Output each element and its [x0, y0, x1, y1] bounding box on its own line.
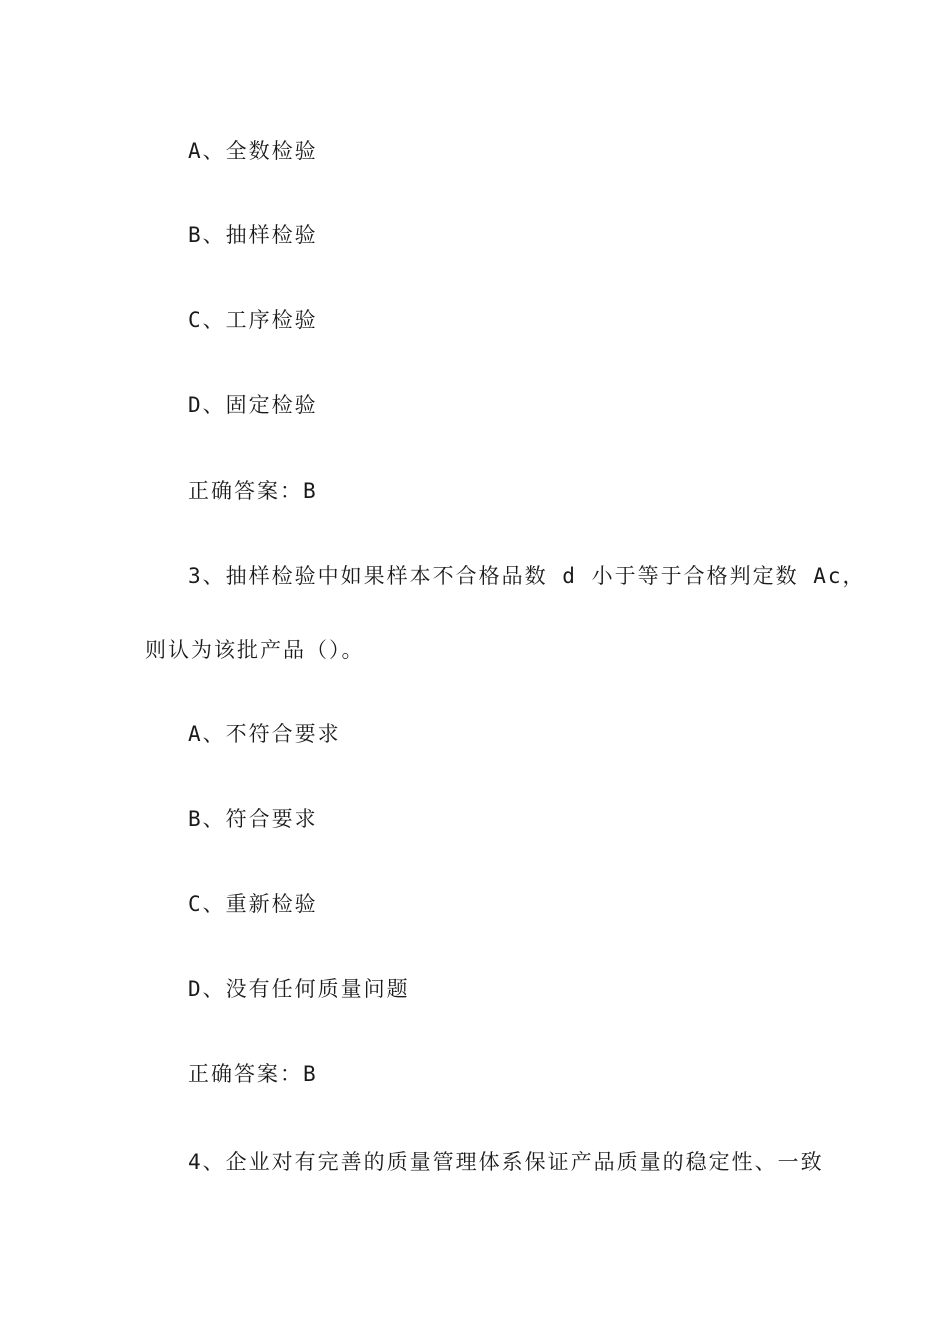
- q3-answer: 正确答案：B: [188, 1062, 318, 1086]
- q2-option-b: B、抽样检验: [188, 223, 318, 247]
- q3-stem-line1: 3、抽样检验中如果样本不合格品数 d 小于等于合格判定数 Ac，: [188, 564, 866, 588]
- q4-stem-line1: 4、企业对有完善的质量管理体系保证产品质量的稳定性、一致: [188, 1150, 824, 1174]
- q3-stem-line2: 则认为该批产品（）。: [145, 638, 365, 662]
- q2-answer: 正确答案：B: [188, 479, 318, 503]
- q2-option-c: C、工序检验: [188, 308, 318, 332]
- q3-option-b: B、符合要求: [188, 807, 318, 831]
- q3-option-d: D、没有任何质量问题: [188, 977, 410, 1001]
- q3-option-a: A、不符合要求: [188, 722, 341, 746]
- q2-option-a: A、全数检验: [188, 139, 318, 163]
- q2-option-d: D、固定检验: [188, 393, 318, 417]
- q3-option-c: C、重新检验: [188, 892, 318, 916]
